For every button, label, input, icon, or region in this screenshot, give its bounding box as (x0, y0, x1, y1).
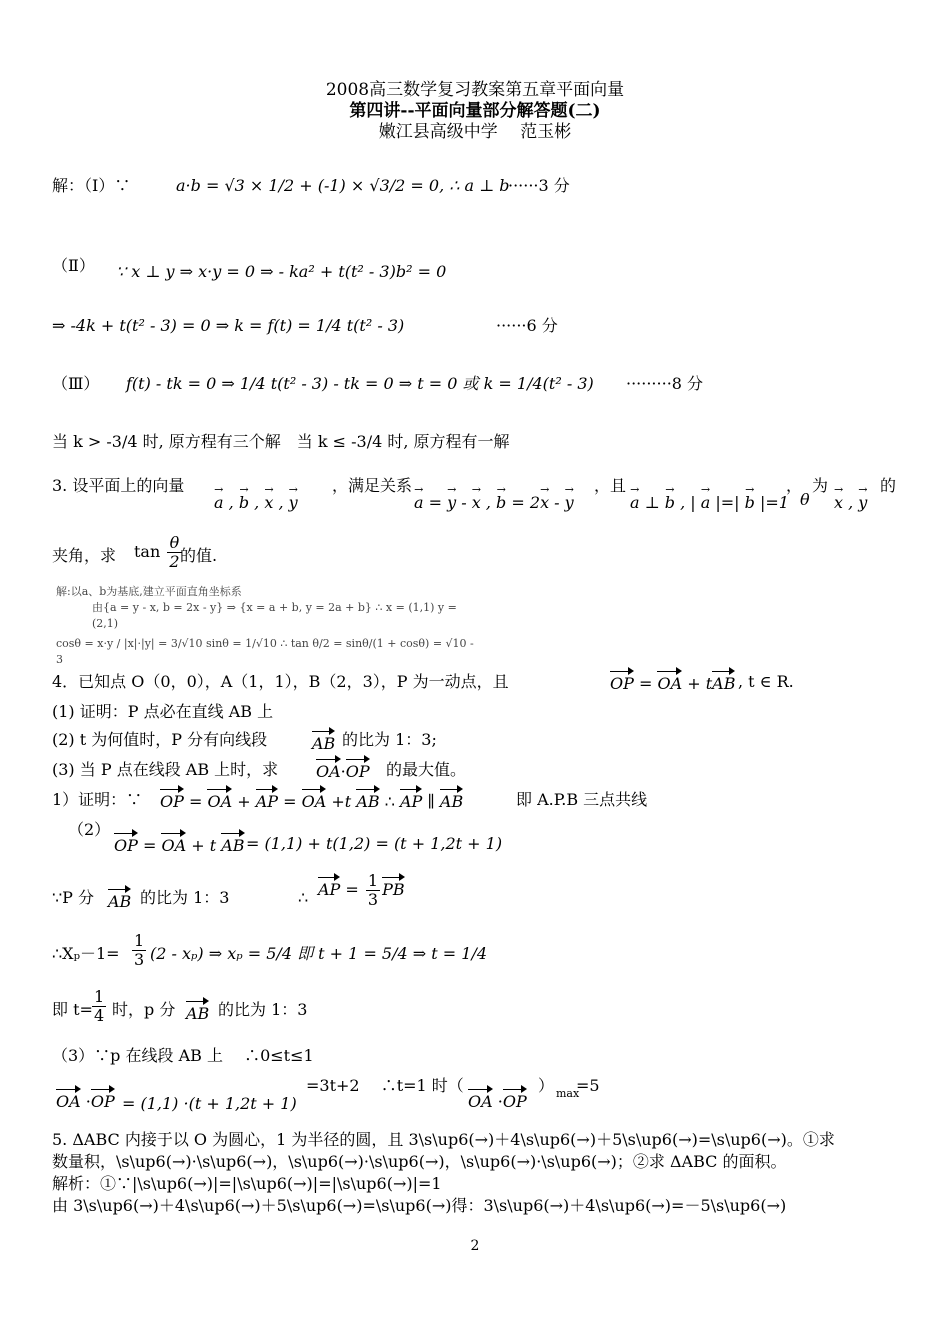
s1-label: 1）证明：∵ (52, 790, 143, 809)
lecture-title: 第四讲--平面向量部分解答题(二) (349, 101, 601, 121)
s3-equation: AP = $\frac{1}{3}$ PB (318, 871, 405, 909)
s3-b: 的比为 1：3 (140, 888, 230, 907)
s5-vec: AB (186, 996, 209, 1024)
s2-result: = (1,1) + t(1,2) = (t + 1,2t + 1) (246, 834, 503, 853)
q3-text-a: 3. 设平面上的向量 (52, 476, 185, 495)
s5-frac: $\frac{1}{4}$ (94, 987, 105, 1025)
part2-score: ······6 分 (496, 316, 558, 335)
q3-sol-line1: 解:以a、b为基底,建立平面直角坐标系 (56, 585, 242, 598)
q3-tan: tan $\frac{\theta}{2}$ (134, 533, 180, 571)
s5-b: 时，p 分 (112, 1000, 176, 1019)
part3-equation: f(t) - tk = 0 ⇒ 1/4 t(t² - 3) - tk = 0 ⇒ t = 0 或 k = 1/4(t² - 3) (126, 374, 594, 393)
part1-equation: a·b = √3 × 1/2 + (-1) × √3/2 = 0, ∴ a ⊥ b (176, 176, 510, 195)
q3-text-e: 为 (812, 476, 829, 495)
q4-part2-b: 的比为 1：3; (342, 730, 437, 749)
q3-relations: → a = → y - → x , → b = 2→ x - → y (414, 486, 574, 513)
part2-label: （Ⅱ） (52, 256, 95, 275)
q4-statement: 4．已知点 O（0，0），A（1，1），B（2，3），P 为一动点，且 (52, 672, 509, 691)
s1-equation: OP = OA + AP = OA +t AB ∴ AP ∥ AB (160, 784, 463, 812)
part3-conclusion: 当 k > -3/4 时, 原方程有三个解 当 k ≤ -3/4 时, 原方程有一解 (52, 432, 510, 451)
s7-b: =3t+2 ∴t=1 时（ (306, 1076, 464, 1095)
s4-frac: $\frac{1}{3}$ (134, 931, 145, 969)
q3-text-f: 的 (880, 476, 897, 495)
q3-sol-line2: 由{a = y - x, b = 2x - y} ⇒ {x = a + b, y = 2a + b} ∴ x = (1,1) y = (2,1) (92, 601, 457, 630)
s7-c: ） (538, 1076, 555, 1095)
q3-text-g: 夹角，求 (52, 546, 117, 565)
part1-label: 解：（Ⅰ）∵ (52, 176, 131, 195)
q3-xy: → x , → y (834, 486, 867, 513)
part2-derivation: ⇒ -4k + t(t² - 3) = 0 ⇒ k = f(t) = 1/4 t(t² - 3) (52, 316, 405, 335)
q3-text-h: 的值. (180, 546, 218, 565)
part3-label: （Ⅲ） (52, 374, 100, 393)
q3-theta: θ (800, 490, 810, 509)
s1-conclusion: 即 A.P.B 三点共线 (516, 790, 648, 809)
page-number: 2 (470, 1238, 480, 1254)
q4-part2-a: (2) t 为何值时，P 分有向线段 (52, 730, 268, 749)
q4-part1: (1) 证明：P 点必在直线 AB 上 (52, 702, 274, 721)
q5-line1: 5. ΔABC 内接于以 O 为圆心，1 为半径的圆，且 3\s\up6(→)＋4\s\up6(→)＋5\s\up6(→)=\s\up6(→)。①求 (52, 1130, 835, 1149)
s4-a: ∴Xₚ－1= (52, 944, 120, 963)
q5-line2: 数量积，\s\up6(→)·\s\up6(→)，\s\up6(→)·\s\up6(→)，\s\up6(→)·\s\up6(→)；②求 ΔABC 的面积。 (52, 1152, 787, 1171)
q4-tail: , t ∈ R. (738, 672, 794, 691)
s7-max: max (556, 1087, 580, 1100)
s7-inner-vec: OA ·OP (468, 1084, 527, 1112)
q4-part2-vec: AB (312, 726, 335, 754)
q3-solution-image (56, 584, 476, 666)
part1-score: ······3 分 (508, 176, 570, 195)
s5-c: 的比为 1：3 (218, 1000, 308, 1019)
q3-text-d: ， (786, 476, 803, 495)
s7-vectors: OA ·OP (56, 1084, 115, 1112)
part2-equation: ∵ x ⊥ y ⇒ x·y = 0 ⇒ - ka² + t(t² - 3)b² = 0 (116, 262, 447, 281)
q4-vector-eq: OP = OA + tAB (610, 666, 735, 694)
s3-c: ∴ (298, 888, 309, 907)
q3-text-c: ，且 (594, 476, 627, 495)
s7-a: = (1,1) ·(t + 1,2t + 1) (122, 1094, 297, 1113)
q5-line4: 由 3\s\up6(→)＋4\s\up6(→)＋5\s\up6(→)=\s\up6(→)得：3\s\up6(→)＋4\s\up6(→)=－5\s\up6(→) (52, 1196, 787, 1215)
q3-condition: → a ⊥ → b , | → a |=| → b |=1 (630, 486, 789, 513)
q3-text-b: ，满足关系 (332, 476, 413, 495)
s4-b: (2 - xₚ) ⇒ xₚ = 5/4 即 t + 1 = 5/4 ⇒ t = 1/4 (150, 944, 488, 963)
s6: （3）∵p 在线段 AB 上 ∴0≤t≤1 (52, 1046, 314, 1065)
q4-part3-vec: OA·OP (316, 754, 370, 782)
author-line: 嫩江县高级中学 范玉彬 (378, 122, 572, 142)
q3-sol-line3: cosθ = x·y / |x|·|y| = 3/√10 sinθ = 1/√10 ∴ tan θ/2 = sinθ/(1 + cosθ) = √10 - 3 (56, 637, 474, 666)
q4-part3-b: 的最大值。 (386, 760, 467, 779)
s2-vectors: OP = OA + t AB (114, 828, 245, 856)
q5-line3: 解析：①∵|\s\up6(→)|=|\s\up6(→)|=|\s\up6(→)|=1 (52, 1174, 442, 1193)
s3-a: ∵P 分 (52, 888, 95, 907)
doc-title: 2008高三数学复习教案第五章平面向量 (325, 80, 625, 100)
q3-vectors: → a , → b , → x , → y (214, 486, 298, 513)
s3-vec: AB (108, 884, 131, 912)
s2-label: （2） (68, 820, 111, 839)
s7-e: =5 (576, 1076, 600, 1095)
q4-part3-a: (3) 当 P 点在线段 AB 上时，求 (52, 760, 279, 779)
s5-a: 即 t= (52, 1000, 93, 1019)
part3-score: ·········8 分 (626, 374, 704, 393)
